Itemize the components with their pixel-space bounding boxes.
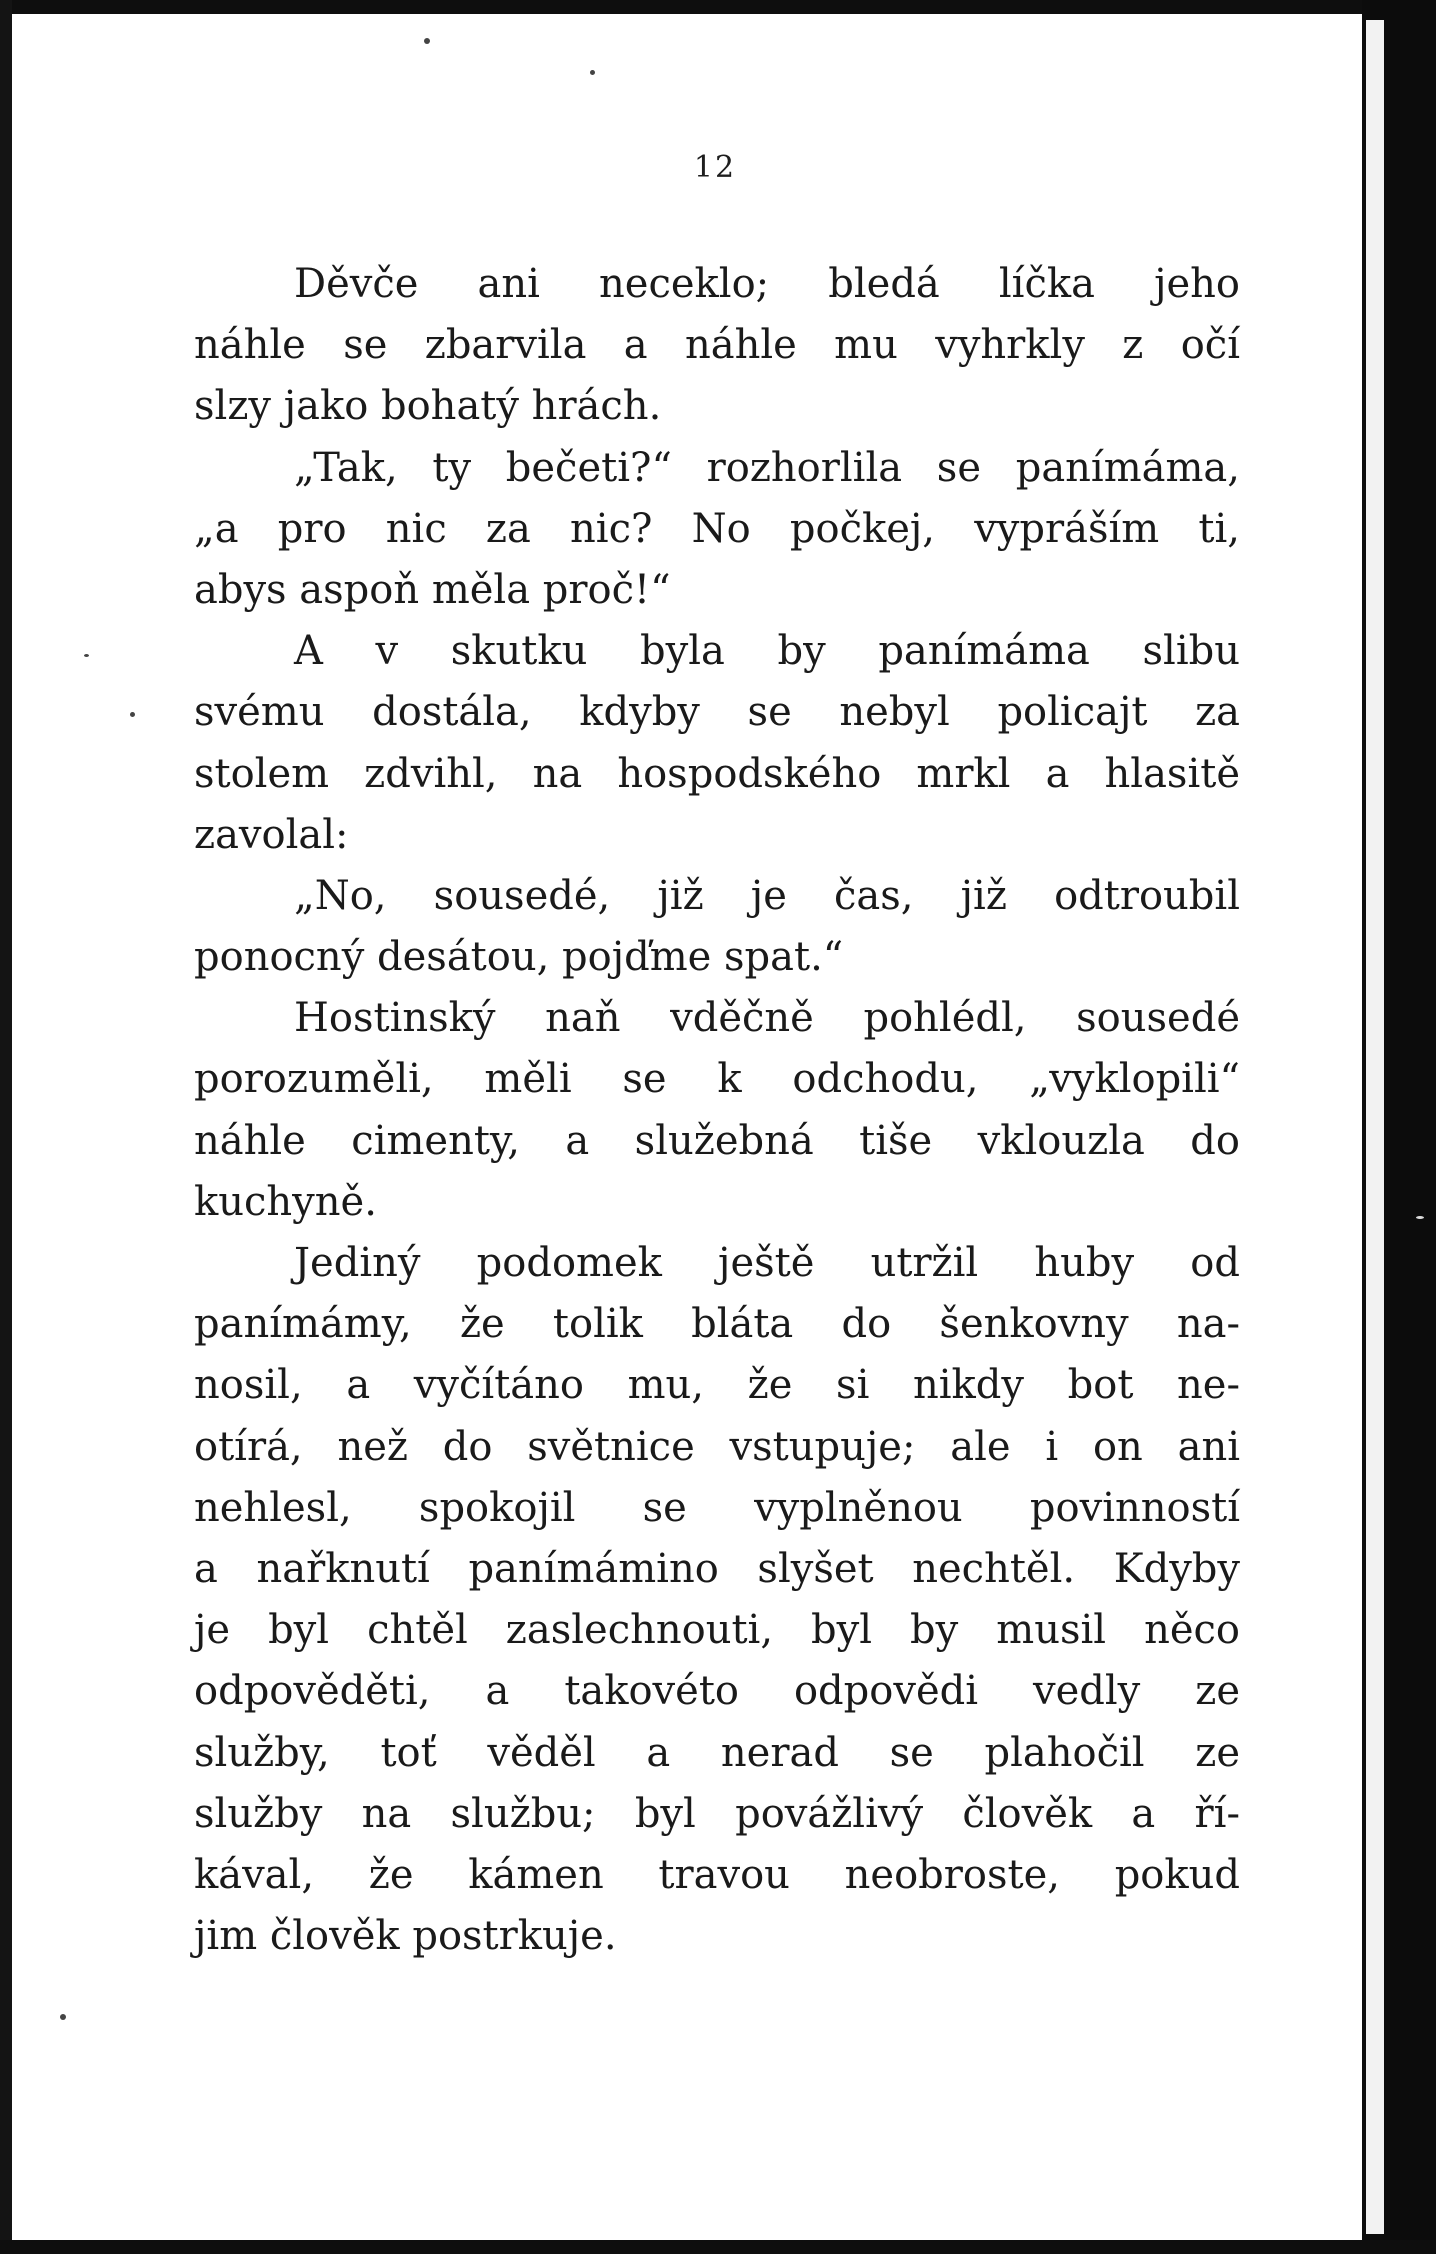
- text-line: abys aspoň měla proč!“: [194, 566, 671, 613]
- text-line: panímámy, že tolik bláta do šenkovny na-: [194, 1301, 1240, 1348]
- scan-speck: [424, 38, 430, 44]
- text-line: odpověděti, a takovéto odpovědi vedly ze: [194, 1668, 1240, 1715]
- page-edge-strip: [1366, 20, 1384, 2234]
- scan-border-left: [0, 0, 12, 2254]
- text-line: porozuměli, měli se k odchodu, „vyklopili“: [194, 1056, 1240, 1103]
- text-line: zavolal:: [194, 811, 349, 858]
- scan-speck: [60, 2014, 66, 2020]
- text-line: kával, že kámen travou neobroste, pokud: [194, 1851, 1240, 1898]
- text-line: „Tak, ty bečeti?“ rozhorlila se panímáma,: [294, 444, 1240, 491]
- text-line: nosil, a vyčítáno mu, že si nikdy bot ne-: [194, 1362, 1240, 1409]
- text-line: A v skutku byla by panímáma slibu: [294, 628, 1240, 675]
- text-line: nehlesl, spokojil se vyplněnou povinností: [194, 1484, 1240, 1531]
- page-number: 12: [693, 150, 737, 185]
- text-line: je byl chtěl zaslechnouti, byl by musil něco: [194, 1607, 1240, 1654]
- scan-border-top: [0, 0, 1436, 14]
- text-line: slzy jako bohatý hrách.: [194, 383, 662, 430]
- scan-speck: [130, 712, 135, 717]
- text-line: a nařknutí panímámino slyšet nechtěl. Kdyby: [194, 1545, 1240, 1592]
- scan-speck: [590, 70, 595, 75]
- text-line: ponocný desátou, pojďme spat.“: [194, 934, 844, 981]
- text-line: svému dostála, kdyby se nebyl policajt za: [194, 689, 1240, 736]
- text-line: služby na službu; byl povážlivý člověk a ří-: [194, 1790, 1240, 1837]
- text-line: služby, toť věděl a nerad se plahočil ze: [194, 1729, 1240, 1776]
- text-line: „No, sousedé, již je čas, již odtroubil: [294, 872, 1240, 919]
- text-line: Hostinský naň vděčně pohlédl, sousedé: [294, 995, 1240, 1042]
- scan-border-bottom: [0, 2240, 1436, 2254]
- text-line: náhle cimenty, a služebná tiše vklouzla do: [194, 1117, 1240, 1164]
- body-text: [194, 254, 1240, 1967]
- text-line: Jediný podomek ještě utržil huby od: [294, 1240, 1240, 1286]
- text-line: „a pro nic za nic? No počkej, vypráším ti,: [194, 505, 1240, 552]
- text-line: jim člověk postrkuje.: [194, 1913, 617, 1960]
- text-line: otírá, než do světnice vstupuje; ale i on ani: [194, 1423, 1240, 1470]
- scan-speck: [84, 654, 89, 657]
- text-line: náhle se zbarvila a náhle mu vyhrkly z očí: [194, 322, 1240, 369]
- scan-speck: [1416, 1216, 1424, 1219]
- text-line: stolem zdvihl, na hospodského mrkl a hlasitě: [194, 750, 1240, 797]
- text-line: Děvče ani neceklo; bledá líčka jeho: [294, 261, 1240, 307]
- text-line: kuchyně.: [194, 1178, 377, 1225]
